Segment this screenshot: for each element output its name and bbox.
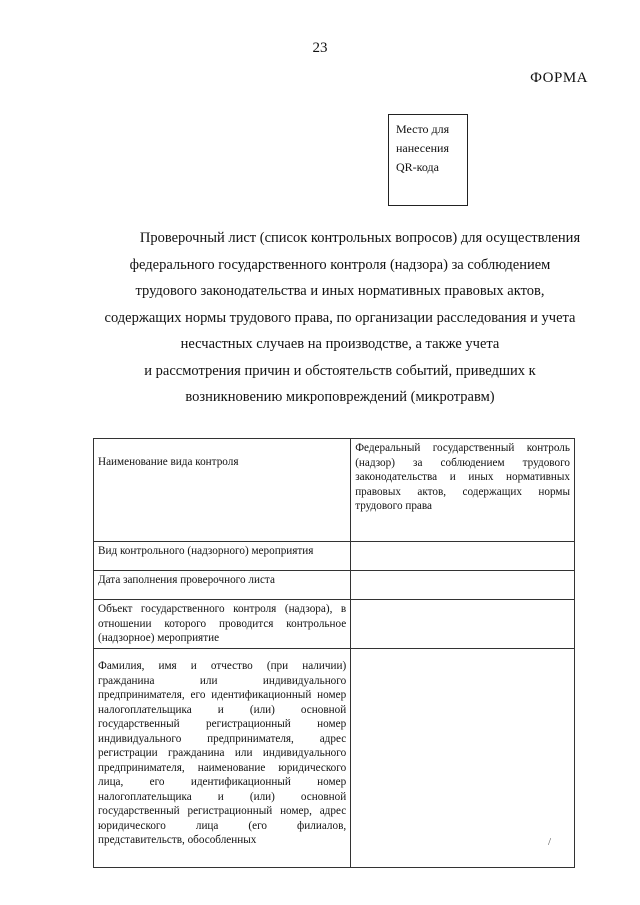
checklist-info-table	[93, 438, 575, 868]
title-line: возникновению микроповреждений (микротравм)	[185, 389, 495, 405]
control-object-label: Объект государственного контроля (надзора), в отношении которого проводится контрольное (надзорное) мероприятие	[94, 600, 351, 649]
table-row	[94, 649, 575, 868]
form-label: ФОРМА	[530, 70, 588, 86]
title-line: содержащих нормы трудового права, по организации расследования и учета	[104, 309, 576, 326]
table-row	[94, 542, 575, 571]
table-row	[94, 439, 575, 542]
page-number: 23	[312, 40, 328, 56]
control-object-value	[351, 600, 575, 649]
table-row	[94, 600, 575, 649]
title-line: федерального государственного контроля (надзора) за соблюдением	[129, 256, 551, 273]
fill-date-label: Дата заполнения проверочного листа	[94, 571, 351, 600]
title-line: несчастных случаев на производстве, а также учета	[180, 336, 500, 352]
event-type-value	[351, 542, 575, 571]
controlled-person-label: Фамилия, имя и отчество (при наличии) гражданина или индивидуального предпринимателя, его идентификационный номер налогоплательщика и (или) основной государственный регистрационный номер индивидуального предпринимателя, адрес регистрации гражданина или индивидуального предпринимателя, наименование юридического лица, его идентификационный номер налогоплательщика и (или) основной государственный регистрационный номер, адрес юридического лица (его филиалов, представительств, обособленных	[94, 649, 351, 868]
title-line: трудового законодательства и иных нормативных правовых актов,	[135, 283, 545, 299]
handwritten-tick-mark: /	[548, 836, 552, 848]
event-type-label: Вид контрольного (надзорного) мероприятия	[94, 542, 351, 571]
qr-placeholder-line: нанесения	[396, 141, 449, 155]
control-type-value: Федеральный государственный контроль (надзор) за соблюдением трудового законодательства и иных нормативных правовых актов, содержащих нормы трудового права	[351, 439, 575, 542]
qr-placeholder-line: QR-кода	[396, 160, 439, 174]
qr-code-placeholder	[388, 114, 468, 206]
qr-placeholder-line: Место для	[396, 122, 450, 136]
fill-date-value	[351, 571, 575, 600]
title-line: и рассмотрения причин и обстоятельств событий, приведших к	[144, 362, 536, 379]
control-type-label: Наименование вида контроля	[94, 439, 351, 542]
document-title	[80, 225, 600, 411]
controlled-person-value	[351, 649, 575, 868]
title-line: Проверочный лист (список контрольных вопросов) для осуществления	[139, 230, 581, 246]
table-row	[94, 571, 575, 600]
